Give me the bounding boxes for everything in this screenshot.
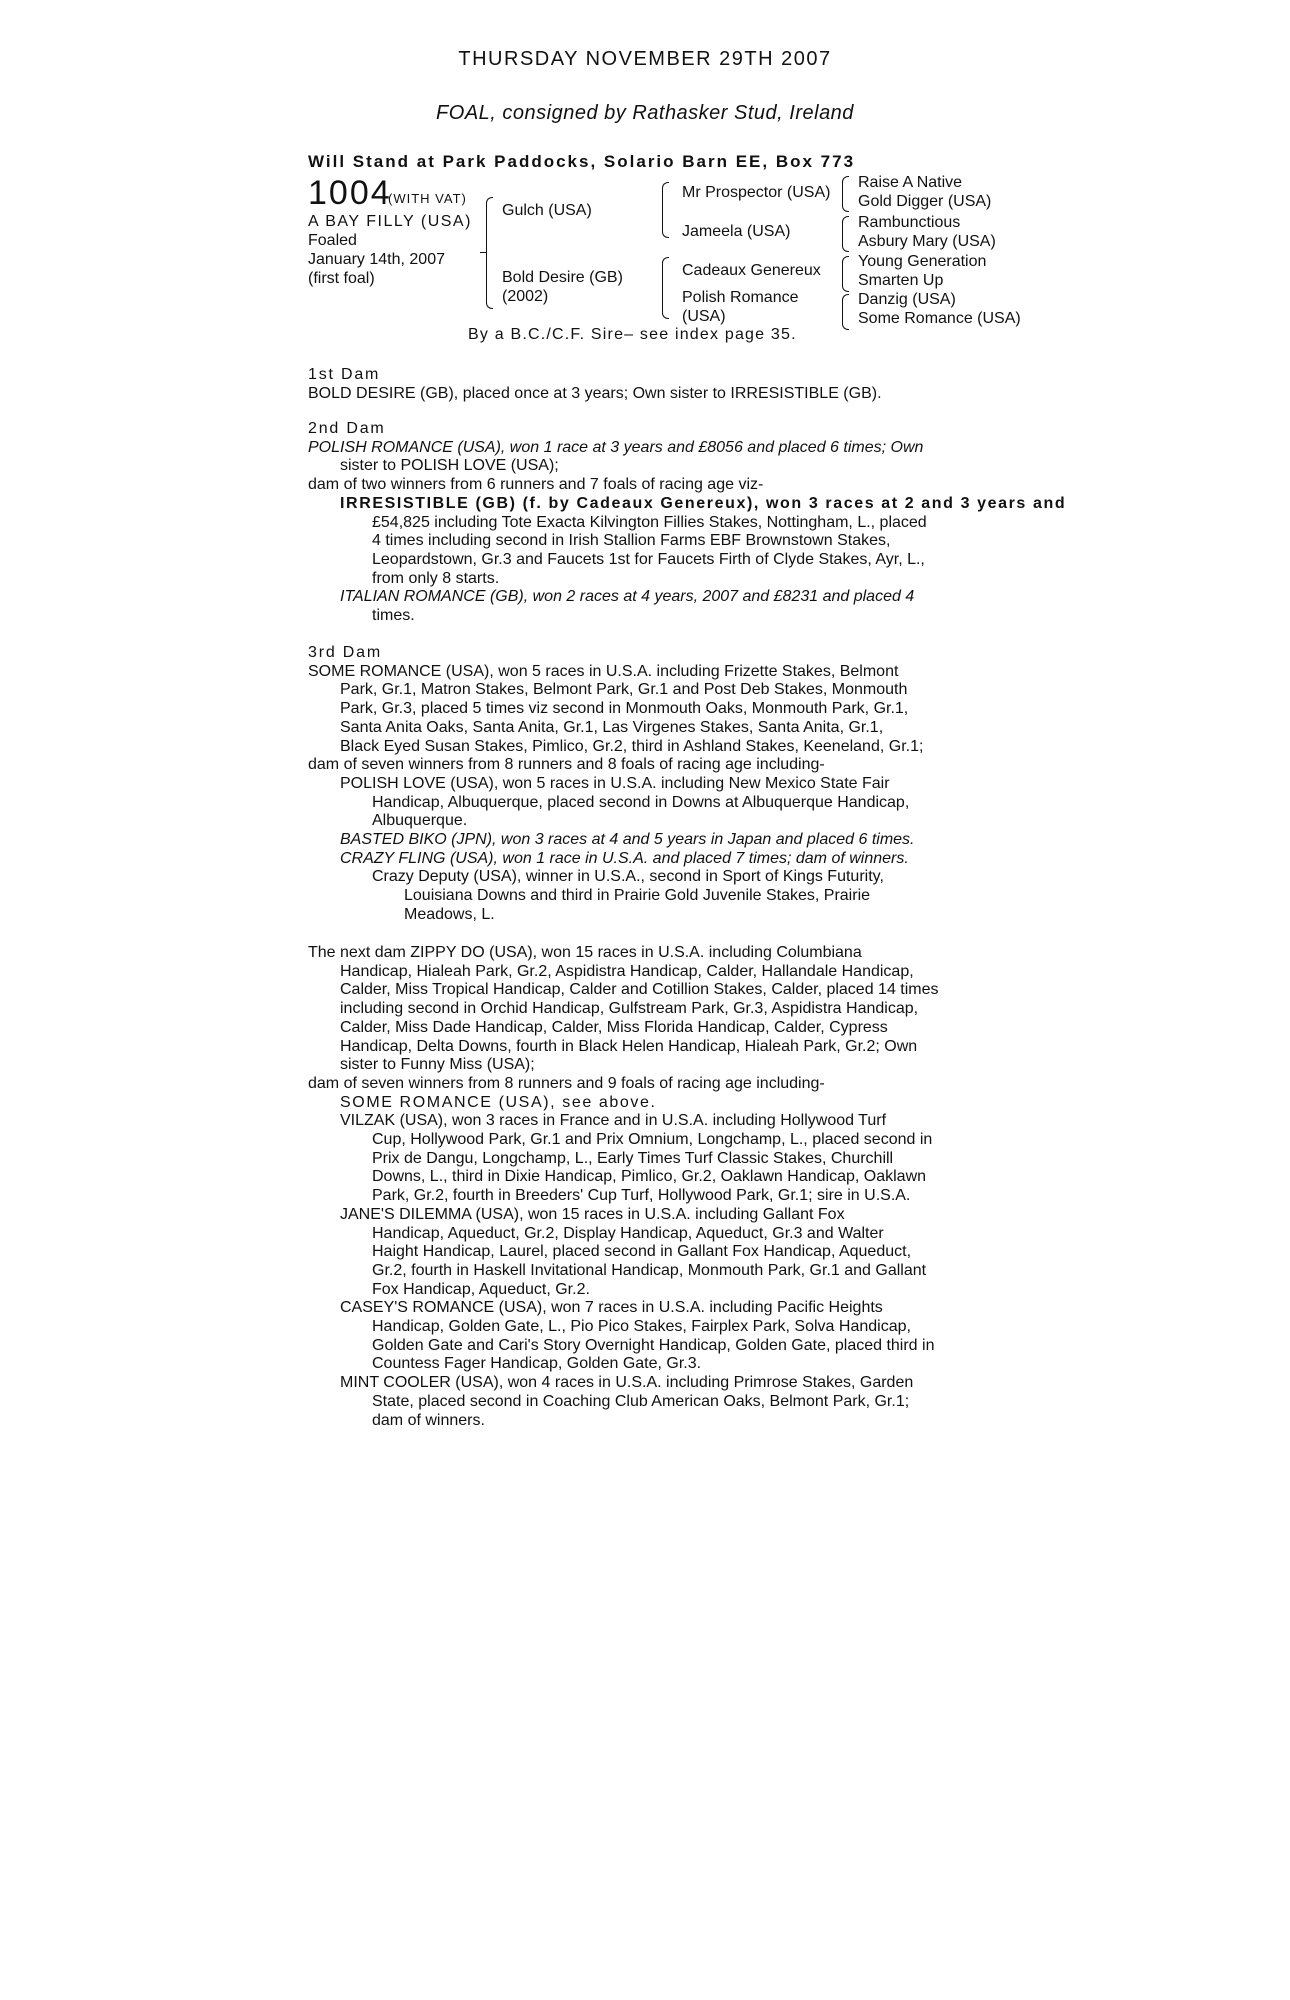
text-line: Handicap, Aqueduct, Gr.2, Display Handicap, Aqueduct, Gr.3 and Walter <box>372 1224 884 1242</box>
text-line: Santa Anita Oaks, Santa Anita, Gr.1, Las Virgenes Stakes, Santa Anita, Gr.1, <box>340 718 884 736</box>
text-line: Gr.2, fourth in Haskell Invitational Handicap, Monmouth Park, Gr.1 and Gallant <box>372 1261 927 1279</box>
ancestor-smarten-up: Smarten Up <box>858 272 944 289</box>
text-line: sister to POLISH LOVE (USA); <box>340 457 559 475</box>
pedigree-brace <box>662 257 669 319</box>
text-line: including second in Orchid Handicap, Gulfstream Park, Gr.3, Aspidistra Handicap, <box>340 1000 919 1018</box>
text-line: The next dam ZIPPY DO (USA), won 15 races in U.S.A. including Columbiana <box>308 944 862 961</box>
text-line: Meadows, L. <box>404 905 495 923</box>
first-dam-text: BOLD DESIRE (GB), placed once at 3 years; Own sister to IRRESISTIBLE (GB). <box>308 384 882 402</box>
section-title: 3rd Dam <box>308 644 382 661</box>
stand-location: Will Stand at Park Paddocks, Solario Barn EE, Box 773 <box>308 152 856 171</box>
text-line: Golden Gate and Cari's Story Overnight Handicap, Golden Gate, placed third in <box>372 1336 935 1354</box>
pedigree-brace <box>842 294 849 330</box>
text-line: Calder, Miss Dade Handicap, Calder, Miss Florida Handicap, Calder, Cypress <box>340 1018 888 1036</box>
text-line: Park, Gr.3, placed 5 times viz second in Monmouth Oaks, Monmouth Park, Gr.1, <box>340 700 909 718</box>
text-line: VILZAK (USA), won 3 races in France and in U.S.A. including Hollywood Turf <box>340 1112 887 1130</box>
text-line: JANE'S DILEMMA (USA), won 15 races in U.S.A. including Gallant Fox <box>340 1205 845 1223</box>
lot-foal-note: (first foal) <box>308 270 375 287</box>
sire-index-note: By a B.C./C.F. Sire– see index page 35. <box>468 326 797 343</box>
text-line: £54,825 including Tote Exacta Kilvington Fillies Stakes, Nottingham, L., placed <box>372 513 927 531</box>
text-line: State, placed second in Coaching Club American Oaks, Belmont Park, Gr.1; <box>372 1392 910 1410</box>
sale-date: THURSDAY NOVEMBER 29TH 2007 <box>458 48 832 70</box>
text-line: dam of seven winners from 8 runners and 9 foals of racing age including- <box>308 1074 825 1092</box>
ancestor-danzig: Danzig (USA) <box>858 291 956 308</box>
ancestor-raise-a-native: Raise A Native <box>858 174 963 191</box>
text-line: Handicap, Hialeah Park, Gr.2, Aspidistra Handicap, Calder, Hallandale Handicap, <box>340 962 914 980</box>
dam-sire-name: Cadeaux Genereux <box>682 262 821 279</box>
text-line: CASEY'S ROMANCE (USA), won 7 races in U.S.A. including Pacific Heights <box>340 1299 883 1317</box>
section-title: 2nd Dam <box>308 420 386 437</box>
lot-foaled-label: Foaled <box>308 232 357 249</box>
text-line: sister to Funny Miss (USA); <box>340 1056 535 1074</box>
lot-sex-colour: A BAY FILLY (USA) <box>308 213 472 230</box>
text-line: Albuquerque. <box>372 812 468 830</box>
lot-foaling-date: January 14th, 2007 <box>308 251 445 268</box>
text-line: Handicap, Albuquerque, placed second in Downs at Albuquerque Handicap, <box>372 793 910 811</box>
sire-dam-name: Jameela (USA) <box>682 223 791 240</box>
text-line: from only 8 starts. <box>372 569 500 587</box>
text-line: Louisiana Downs and third in Prairie Gold Juvenile Stakes, Prairie <box>404 887 871 905</box>
text-line: Black Eyed Susan Stakes, Pimlico, Gr.2, third in Ashland Stakes, Keeneland, Gr.1; <box>340 737 924 755</box>
dam-year: (2002) <box>502 288 549 305</box>
pedigree-brace <box>662 182 669 238</box>
first-dam-section <box>308 366 976 403</box>
text-line: 4 times including second in Irish Stallion Farms EBF Brownstown Stakes, <box>372 532 891 550</box>
text-line: POLISH LOVE (USA), won 5 races in U.S.A. including New Mexico State Fair <box>340 774 890 792</box>
section-title: 1st Dam <box>308 366 381 383</box>
text-line: Handicap, Delta Downs, fourth in Black Helen Handicap, Hialeah Park, Gr.2; Own <box>340 1037 918 1055</box>
text-line: dam of two winners from 6 runners and 7 foals of racing age viz- <box>308 476 764 494</box>
ancestor-gold-digger: Gold Digger (USA) <box>858 193 992 210</box>
text-line: Calder, Miss Tropical Handicap, Calder and Cotillion Stakes, Calder, placed 14 times <box>340 981 939 999</box>
text-line: IRRESISTIBLE (GB) (f. by Cadeaux Genereux), won 3 races at 2 and 3 years and <box>340 494 1067 512</box>
text-line: Park, Gr.2, fourth in Breeders' Cup Turf, Hollywood Park, Gr.1; sire in U.S.A. <box>372 1187 911 1205</box>
text-line: dam of seven winners from 8 runners and 8 foals of racing age including- <box>308 756 825 774</box>
text-line: BASTED BIKO (JPN), won 3 races at 4 and 5 years in Japan and placed 6 times. <box>340 831 915 849</box>
dam-dam-name: Polish Romance <box>682 289 799 306</box>
pedigree-brace <box>486 197 493 309</box>
dam-dam-country: (USA) <box>682 308 726 325</box>
consignment-line: FOAL, consigned by Rathasker Stud, Ireland <box>436 102 854 124</box>
text-line: Countess Fager Handicap, Golden Gate, Gr.3. <box>372 1355 702 1373</box>
ancestor-some-romance: Some Romance (USA) <box>858 310 1021 327</box>
text-line: Leopardstown, Gr.3 and Faucets 1st for Faucets Firth of Clyde Stakes, Ayr, L., <box>372 550 925 568</box>
ancestor-rambunctious: Rambunctious <box>858 214 961 231</box>
sire-name: Gulch (USA) <box>502 202 592 219</box>
ancestor-young-generation: Young Generation <box>858 253 987 270</box>
text-line: CRAZY FLING (USA), won 1 race in U.S.A. and placed 7 times; dam of winners. <box>340 849 909 867</box>
sire-sire-name: Mr Prospector (USA) <box>682 184 831 201</box>
lot-description <box>308 212 472 288</box>
lot-number: 1004 <box>308 174 392 212</box>
text-line: SOME ROMANCE (USA), won 5 races in U.S.A. including Frizette Stakes, Belmont <box>308 662 899 680</box>
text-line: Prix de Dangu, Longchamp, L., Early Times Turf Classic Stakes, Churchill <box>372 1149 894 1167</box>
text-line: MINT COOLER (USA), won 4 races in U.S.A. including Primrose Stakes, Garden <box>340 1374 914 1392</box>
third-dam-section <box>308 644 976 925</box>
text-line: Haight Handicap, Laurel, placed second in Gallant Fox Handicap, Aqueduct, <box>372 1243 912 1261</box>
dam-name: Bold Desire (GB) <box>502 269 623 286</box>
text-line: times. <box>372 607 415 625</box>
next-dam-section <box>308 944 976 1430</box>
text-line: Crazy Deputy (USA), winner in U.S.A., second in Sport of Kings Futurity, <box>372 868 884 886</box>
text-line: ITALIAN ROMANCE (GB), won 2 races at 4 years, 2007 and £8231 and placed 4 <box>340 588 915 606</box>
ancestor-asbury-mary: Asbury Mary (USA) <box>858 233 996 250</box>
text-line: Downs, L., third in Dixie Handicap, Pimlico, Gr.2, Oaklawn Handicap, Oaklawn <box>372 1168 927 1186</box>
text-line: dam of winners. <box>372 1411 485 1429</box>
text-line: POLISH ROMANCE (USA), won 1 race at 3 years and £8056 and placed 6 times; Own <box>308 438 924 456</box>
second-dam-section <box>308 420 1067 626</box>
pedigree-brace <box>842 176 849 212</box>
vat-label: (WITH VAT) <box>388 191 467 206</box>
text-line: Handicap, Golden Gate, L., Pio Pico Stakes, Fairplex Park, Solva Handicap, <box>372 1318 911 1336</box>
pedigree-brace <box>480 252 486 253</box>
pedigree-brace <box>842 256 849 292</box>
text-line: SOME ROMANCE (USA), see above. <box>340 1093 657 1111</box>
text-line: Fox Handicap, Aqueduct, Gr.2. <box>372 1280 590 1298</box>
text-line: Park, Gr.1, Matron Stakes, Belmont Park, Gr.1 and Post Deb Stakes, Monmouth <box>340 681 908 699</box>
pedigree-brace <box>842 216 849 252</box>
text-line: Cup, Hollywood Park, Gr.1 and Prix Omnium, Longchamp, L., placed second in <box>372 1131 933 1149</box>
